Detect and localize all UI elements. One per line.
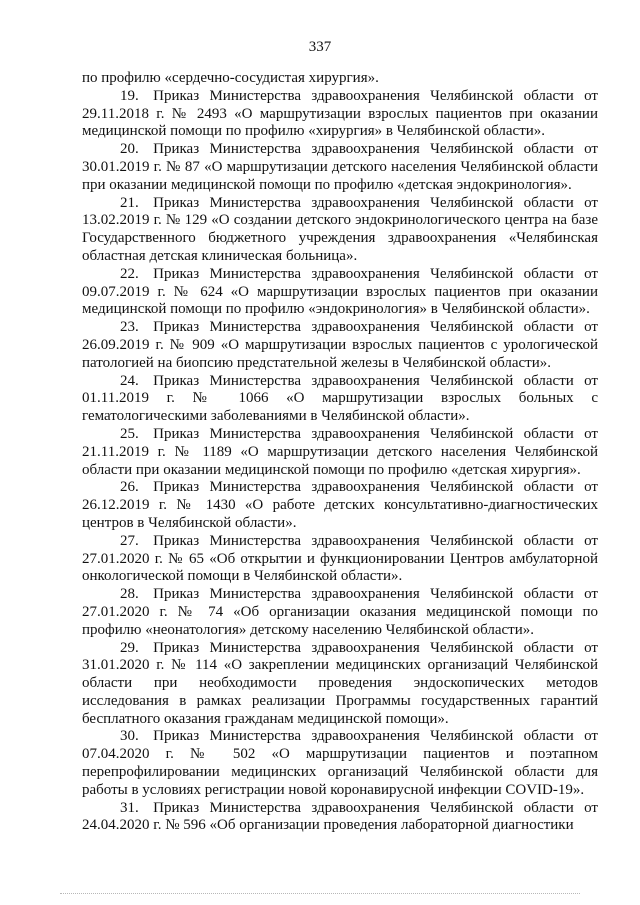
page-number: 337 [308, 39, 332, 55]
list-item-22 [82, 266, 598, 319]
item-text: Приказ Министерства здравоохранения Челябинской области от 27.01.2020 г. № 74 «Об организации оказания медицинской помощи по профилю «неонатология» детскому населению Челябинской области». [82, 586, 598, 638]
continuation-paragraph: по профилю «сердечно-сосудистая хирургия». [82, 70, 379, 86]
item-text: Приказ Министерства здравоохранения Челябинской области от 27.01.2020 г. № 65 «Об открытии и функционировании Центров амбулаторной онкологической помощи в Челябинской области». [82, 532, 598, 585]
item-text: Приказ Министерства здравоохранения Челябинской области от 07.04.2020 г. № 502 «О маршрутизации пациентов и поэтапном перепрофилировании медицинских организаций Челябинской области для работы в условиях регистрации новой коронавирусной инфекции COVID-19». [82, 728, 598, 798]
item-number: 31. [120, 799, 139, 816]
item-text: Приказ Министерства здравоохранения Челябинской области от 30.01.2019 г. № 87 «О маршрутизации детского населения Челябинской области при оказании медицинской помощи по профилю «детская эндокринология». [82, 141, 598, 193]
item-number: 19. [120, 87, 139, 104]
item-text: Приказ Министерства здравоохранения Челябинской области от 01.11.2019 г. № 1066 «О маршрутизации взрослых больных с гематологическими заболеваниями в Челябинской области». [82, 372, 598, 425]
list-item-29 [82, 640, 598, 729]
item-text: Приказ Министерства здравоохранения Челябинской области от 24.04.2020 г. № 596 «Об организации проведения лабораторной диагностики [82, 799, 598, 834]
item-text: Приказ Министерства здравоохранения Челябинской области от 26.12.2019 г. № 1430 «О работе детских консультативно-диагностических центров в Челябинской области». [82, 479, 598, 531]
list-item-30 [82, 728, 598, 799]
document-body [82, 70, 598, 835]
list-item-26 [82, 479, 598, 532]
item-number: 27. [120, 532, 139, 549]
item-text: Приказ Министерства здравоохранения Челябинской области от 29.11.2018 г. № 2493 «О маршрутизации взрослых пациентов при оказании медицинской помощи по профилю «хирургия» в Челябинской области». [82, 87, 598, 140]
item-number: 29. [120, 639, 139, 656]
scan-edge-divider [60, 893, 580, 895]
item-number: 22. [120, 265, 139, 282]
list-item-23 [82, 319, 598, 372]
item-number: 23. [120, 319, 139, 336]
list-item-24 [82, 373, 598, 426]
item-number: 26. [120, 479, 139, 496]
item-number: 20. [120, 141, 139, 158]
list-item-28 [82, 586, 598, 639]
item-text: Приказ Министерства здравоохранения Челябинской области от 21.11.2019 г. № 1189 «О маршрутизации детского населения Челябинской области при оказании медицинской помощи по профилю «детская хирургия». [82, 425, 598, 478]
list-item-20 [82, 141, 598, 194]
item-number: 21. [120, 194, 139, 211]
item-number: 25. [120, 425, 139, 442]
item-text: Приказ Министерства здравоохранения Челябинской области от 26.09.2019 г. № 909 «О маршрутизации взрослых пациентов с урологической патологией на биопсию предстательной железы в Челябинской области». [82, 319, 598, 371]
list-item-21 [82, 195, 598, 266]
list-item-19 [82, 88, 598, 141]
list-item-27 [82, 533, 598, 586]
list-item-25 [82, 426, 598, 479]
item-number: 28. [120, 586, 139, 603]
item-text: Приказ Министерства здравоохранения Челябинской области от 31.01.2020 г. № 114 «О закреплении медицинских организаций Челябинской области при необходимости проведения эндоскопических методов исследования в рамках реализации Программы государственных гарантий бесплатного оказания гражданам медицинской помощи». [82, 639, 598, 727]
item-text: Приказ Министерства здравоохранения Челябинской области от 09.07.2019 г. № 624 «О маршрутизации взрослых пациентов при оказании медицинской помощи по профилю «эндокринология» в Челябинской области». [82, 265, 598, 318]
item-text: Приказ Министерства здравоохранения Челябинской области от 13.02.2019 г. № 129 «О создании детского эндокринологического центра на базе Государственного бюджетного учреждения здравоохранения «Челябинская областная детская клиническая больница». [82, 194, 598, 264]
list-item-31 [82, 800, 598, 836]
item-number: 24. [120, 372, 139, 389]
item-number: 30. [120, 728, 139, 745]
